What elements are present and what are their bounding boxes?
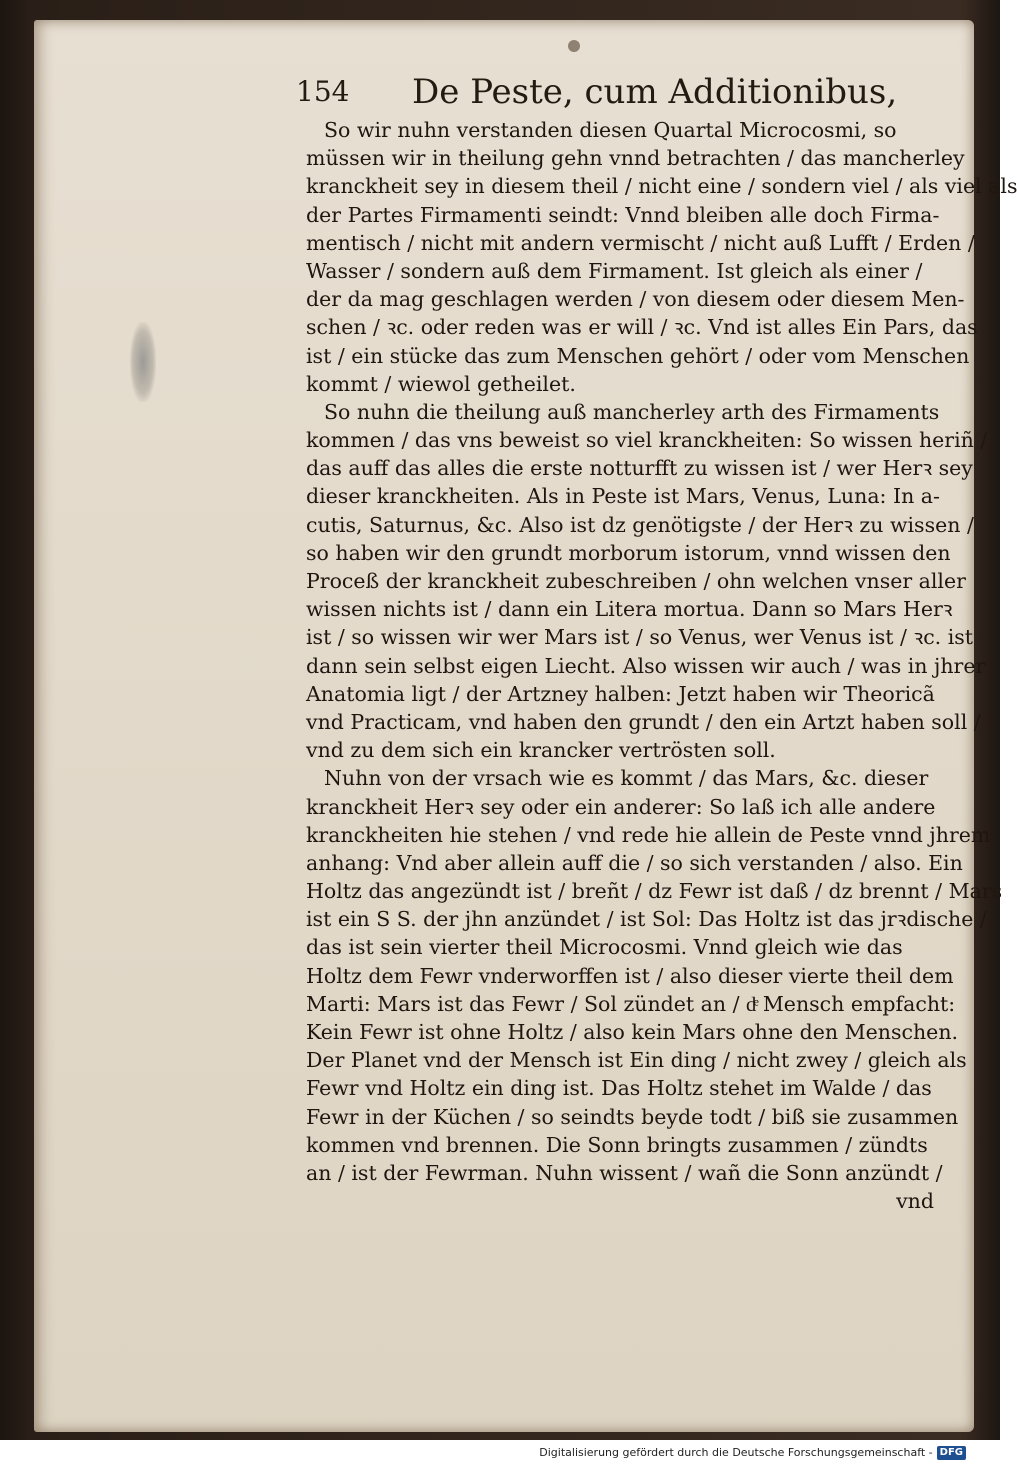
text-line: ist / ein stücke das zum Menschen gehört / oder vom Menschen	[306, 343, 970, 368]
text-line: an / ist der Fewrman. Nuhn wissent / wañ die Sonn anzündt /	[306, 1160, 943, 1185]
text-line: müssen wir in theilung gehn vnnd betrachten / das mancherley	[306, 146, 965, 171]
text-line: so haben wir den grundt morborum istorum, vnnd wissen den	[306, 540, 951, 565]
text-line: der da mag geschlagen werden / von diesem oder diesem Men-	[306, 287, 965, 312]
text-line: Marti: Mars ist das Fewr / Sol zündet an / dͤ Mensch empfacht:	[306, 991, 956, 1016]
text-line: vnd Practicam, vnd haben den grundt / den ein Artzt haben soll /	[306, 709, 981, 734]
text-line: cutis, Saturnus, &c. Also ist dz genötigste / der Herꝛ zu wissen /	[306, 512, 974, 537]
text-line: vnd zu dem sich ein krancker vertrösten soll.	[306, 738, 776, 763]
text-line: Proceß der kranckheit zubeschreiben / ohn welchen vnser aller	[306, 569, 966, 593]
text-line: ist ein S S. der jhn anzündet / ist Sol: Das Holtz ist das jrꝛdische /	[306, 907, 987, 932]
text-line: Der Planet vnd der Mensch ist Ein ding / nicht zwey / gleich als	[306, 1048, 967, 1073]
text-line: kranckheit sey in diesem theil / nicht eine / sondern viel / als viel als	[306, 174, 1017, 199]
text-line: der Partes Firmamenti seindt: Vnnd bleiben alle doch Firma-	[306, 202, 940, 227]
text-line: Holtz dem Fewr vnderworffen ist / also dieser vierte theil dem	[306, 963, 954, 988]
text-line: kranckheit Herꝛ sey oder ein anderer: So laß ich alle andere	[306, 794, 936, 819]
page-ornament-mark	[568, 40, 580, 52]
credit-text: Digitalisierung gefördert durch die Deutsche Forschungsgemeinschaft -	[539, 1446, 933, 1459]
text-line: dann sein selbst eigen Liecht. Also wissen wir auch / was in jhrer	[306, 653, 986, 678]
text-line: Wasser / sondern auß dem Firmament. Ist gleich als einer /	[306, 258, 923, 283]
text-line: kommt / wiewol getheilet.	[306, 371, 576, 396]
text-line: Kein Fewr ist ohne Holtz / also kein Mars ohne den Menschen.	[306, 1020, 959, 1044]
text-line: Nuhn von der vrsach wie es kommt / das Mars, &c. dieser	[324, 766, 929, 791]
text-line: wissen nichts ist / dann ein Litera mortua. Dann so Mars Herꝛ	[306, 597, 953, 622]
text-line: kranckheiten hie stehen / vnd rede hie allein de Peste vnnd jhrem	[306, 822, 991, 847]
text-line: das auff das alles die erste notturfft zu wissen ist / wer Herꝛ sey	[306, 456, 973, 481]
page-header	[296, 72, 898, 112]
dfg-logo-icon: DFG	[937, 1446, 966, 1460]
paper-stain	[130, 322, 156, 402]
text-line: das ist sein vierter theil Microcosmi. Vnnd gleich wie das	[306, 935, 903, 960]
text-line: kommen vnd brennen. Die Sonn bringts zusammen / zündts	[306, 1132, 928, 1157]
text-line: Anatomia ligt / der Artzney halben: Jetzt haben wir Theoricã	[306, 681, 935, 706]
text-line: kommen / das vns beweist so viel kranckheiten: So wissen heriñ /	[306, 428, 988, 453]
text-line: schen / ꝛc. oder reden was er will / ꝛc. Vnd ist alles Ein Pars, das	[306, 315, 978, 340]
text-line: Fewr in der Küchen / so seindts beyde todt / biß sie zusammen	[306, 1104, 959, 1129]
text-line: Holtz das angezündt ist / breñt / dz Fewr ist daß / dz brennt / Mars	[306, 879, 1003, 904]
digitization-credit	[539, 1444, 966, 1462]
text-line: Fewr vnd Holtz ein ding ist. Das Holtz stehet im Walde / das	[306, 1076, 932, 1101]
text-line: dieser kranckheiten. Als in Peste ist Mars, Venus, Luna: In a-	[306, 484, 940, 509]
text-line: So wir nuhn verstanden diesen Quartal Microcosmi, so	[324, 118, 897, 142]
text-line: So nuhn die theilung auß mancherley arth des Firmaments	[324, 399, 940, 424]
text-line: ist / so wissen wir wer Mars ist / so Venus, wer Venus ist / ꝛc. ist	[306, 625, 974, 650]
page-number: 154	[296, 75, 350, 108]
catchword: vnd	[896, 1189, 934, 1214]
body-text	[306, 116, 1017, 1215]
text-line: mentisch / nicht mit andern vermischt / nicht auß Lufft / Erden /	[306, 230, 975, 255]
text-line: anhang: Vnd aber allein auff die / so sich verstanden / also. Ein	[306, 850, 963, 875]
running-title: De Peste, cum Additionibus,	[412, 72, 898, 112]
